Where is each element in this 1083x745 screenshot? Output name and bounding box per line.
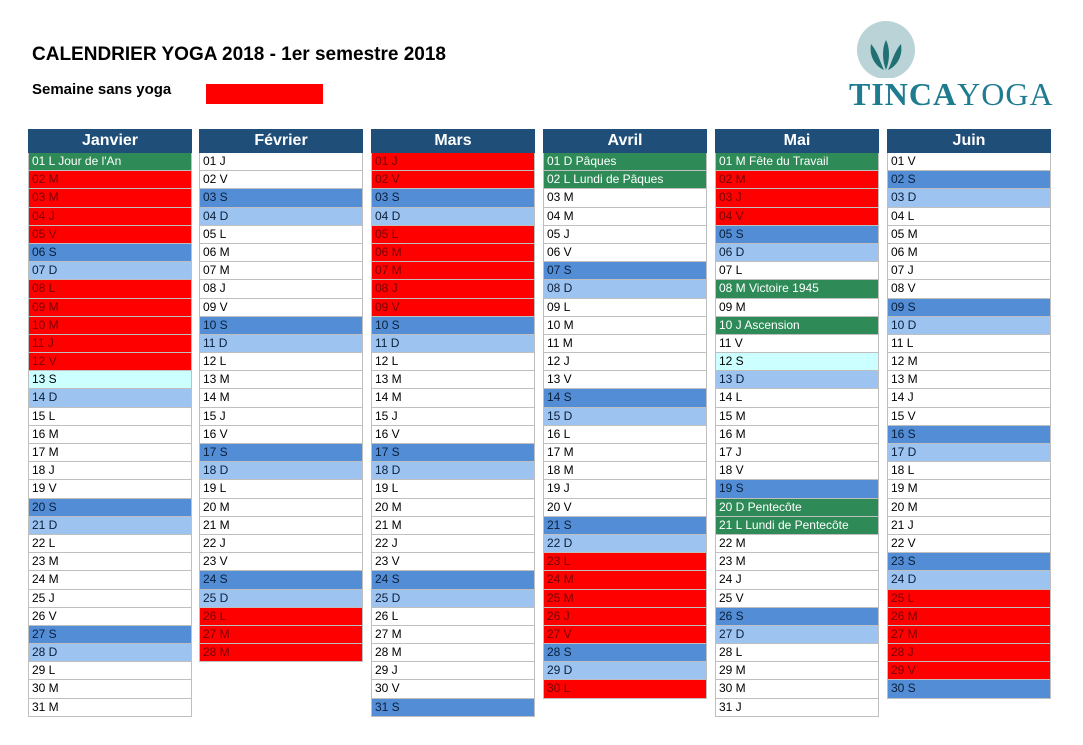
day-cell: 17 M — [28, 444, 192, 462]
day-cell: 30 V — [371, 680, 535, 698]
day-cell: 19 V — [28, 480, 192, 498]
day-cell: 17 S — [199, 444, 363, 462]
day-cell: 06 V — [543, 244, 707, 262]
day-cell: 05 L — [371, 226, 535, 244]
day-cell: 08 M Victoire 1945 — [715, 280, 879, 298]
day-cell: 20 D Pentecôte — [715, 499, 879, 517]
day-cell: 18 V — [715, 462, 879, 480]
day-cell: 13 D — [715, 371, 879, 389]
day-cell: 04 V — [715, 208, 879, 226]
day-cell: 23 L — [543, 553, 707, 571]
day-cell: 16 S — [887, 426, 1051, 444]
day-cell: 07 M — [371, 262, 535, 280]
day-cell: 10 M — [28, 317, 192, 335]
day-cell: 03 J — [715, 189, 879, 207]
day-cell: 08 V — [887, 280, 1051, 298]
day-cell: 16 V — [371, 426, 535, 444]
day-cell: 04 L — [887, 208, 1051, 226]
day-cell: 14 M — [371, 389, 535, 407]
day-cell: 26 L — [199, 608, 363, 626]
month-header: Janvier — [28, 129, 192, 153]
day-cell: 23 V — [371, 553, 535, 571]
day-cell: 11 M — [543, 335, 707, 353]
day-cell: 13 M — [371, 371, 535, 389]
day-cell: 21 M — [199, 517, 363, 535]
day-cell: 02 M — [715, 171, 879, 189]
day-cell: 17 S — [371, 444, 535, 462]
day-cell: 30 L — [543, 680, 707, 698]
month-header: Avril — [543, 129, 707, 153]
day-cell: 19 S — [715, 480, 879, 498]
day-cell: 27 S — [28, 626, 192, 644]
day-cell: 18 D — [371, 462, 535, 480]
day-cell: 13 S — [28, 371, 192, 389]
day-cell: 27 V — [543, 626, 707, 644]
day-cell: 27 M — [887, 626, 1051, 644]
day-cell: 31 J — [715, 699, 879, 717]
day-cell: 28 L — [715, 644, 879, 662]
day-cell: 02 M — [28, 171, 192, 189]
day-cell: 27 M — [199, 626, 363, 644]
day-cell: 06 M — [199, 244, 363, 262]
day-cell: 28 M — [371, 644, 535, 662]
day-cell: 12 J — [543, 353, 707, 371]
day-cell: 05 V — [28, 226, 192, 244]
day-cell: 21 M — [371, 517, 535, 535]
day-cell: 03 S — [199, 189, 363, 207]
day-cell: 25 L — [887, 590, 1051, 608]
day-cell: 20 M — [371, 499, 535, 517]
day-cell: 09 S — [887, 299, 1051, 317]
day-cell: 15 D — [543, 408, 707, 426]
month-column — [543, 129, 707, 699]
day-cell: 19 M — [887, 480, 1051, 498]
month-column — [371, 129, 535, 717]
day-cell: 29 L — [28, 662, 192, 680]
month-header: Février — [199, 129, 363, 153]
day-cell: 04 M — [543, 208, 707, 226]
page-title: CALENDRIER YOGA 2018 - 1er semestre 2018 — [32, 44, 446, 65]
day-cell: 02 L Lundi de Pâques — [543, 171, 707, 189]
day-cell: 07 D — [28, 262, 192, 280]
day-cell: 04 J — [28, 208, 192, 226]
day-cell: 07 M — [199, 262, 363, 280]
day-cell: 01 J — [371, 153, 535, 171]
day-cell: 12 L — [371, 353, 535, 371]
day-cell: 31 S — [371, 699, 535, 717]
day-cell: 07 S — [543, 262, 707, 280]
day-cell: 13 M — [887, 371, 1051, 389]
day-cell: 24 D — [887, 571, 1051, 589]
day-cell: 28 M — [199, 644, 363, 662]
month-column — [28, 129, 192, 717]
day-cell: 21 J — [887, 517, 1051, 535]
day-cell: 30 M — [28, 680, 192, 698]
month-header: Mai — [715, 129, 879, 153]
logo-text-tinca: TINCA — [849, 76, 958, 112]
logo-wordmark — [849, 76, 1055, 113]
day-cell: 06 M — [371, 244, 535, 262]
day-cell: 28 S — [543, 644, 707, 662]
day-cell: 13 V — [543, 371, 707, 389]
day-cell: 22 M — [715, 535, 879, 553]
day-cell: 23 S — [887, 553, 1051, 571]
day-cell: 15 V — [887, 408, 1051, 426]
day-cell: 18 L — [887, 462, 1051, 480]
day-cell: 15 L — [28, 408, 192, 426]
day-cell: 10 S — [199, 317, 363, 335]
day-cell: 08 J — [371, 280, 535, 298]
day-cell: 03 S — [371, 189, 535, 207]
day-cell: 27 D — [715, 626, 879, 644]
day-cell: 28 D — [28, 644, 192, 662]
day-cell: 31 M — [28, 699, 192, 717]
day-cell: 16 V — [199, 426, 363, 444]
day-cell: 11 D — [371, 335, 535, 353]
day-cell: 14 M — [199, 389, 363, 407]
lotus-icon — [849, 18, 1055, 78]
day-cell: 20 M — [199, 499, 363, 517]
day-cell: 22 J — [199, 535, 363, 553]
day-cell: 14 S — [543, 389, 707, 407]
day-cell: 29 J — [371, 662, 535, 680]
day-cell: 05 M — [887, 226, 1051, 244]
day-cell: 17 J — [715, 444, 879, 462]
day-cell: 25 V — [715, 590, 879, 608]
day-cell: 06 S — [28, 244, 192, 262]
day-cell: 21 D — [28, 517, 192, 535]
day-cell: 21 L Lundi de Pentecôte — [715, 517, 879, 535]
legend-label: Semaine sans yoga — [32, 81, 172, 98]
day-cell: 05 J — [543, 226, 707, 244]
day-cell: 22 V — [887, 535, 1051, 553]
day-cell: 23 M — [715, 553, 879, 571]
day-cell: 04 D — [199, 208, 363, 226]
day-cell: 18 M — [543, 462, 707, 480]
day-cell: 26 M — [887, 608, 1051, 626]
day-cell: 01 V — [887, 153, 1051, 171]
day-cell: 29 D — [543, 662, 707, 680]
day-cell: 30 M — [715, 680, 879, 698]
day-cell: 11 L — [887, 335, 1051, 353]
day-cell: 01 M Fête du Travail — [715, 153, 879, 171]
day-cell: 12 L — [199, 353, 363, 371]
day-cell: 17 D — [887, 444, 1051, 462]
day-cell: 03 M — [28, 189, 192, 207]
day-cell: 24 S — [371, 571, 535, 589]
day-cell: 25 D — [199, 590, 363, 608]
day-cell: 14 D — [28, 389, 192, 407]
day-cell: 16 M — [715, 426, 879, 444]
day-cell: 08 J — [199, 280, 363, 298]
day-cell: 16 L — [543, 426, 707, 444]
day-cell: 06 M — [887, 244, 1051, 262]
month-header: Mars — [371, 129, 535, 153]
day-cell: 23 M — [28, 553, 192, 571]
day-cell: 15 J — [371, 408, 535, 426]
day-cell: 21 S — [543, 517, 707, 535]
day-cell: 14 L — [715, 389, 879, 407]
day-cell: 18 J — [28, 462, 192, 480]
day-cell: 19 L — [371, 480, 535, 498]
month-column — [887, 129, 1051, 699]
day-cell: 28 J — [887, 644, 1051, 662]
day-cell: 30 S — [887, 680, 1051, 698]
day-cell: 26 L — [371, 608, 535, 626]
day-cell: 02 S — [887, 171, 1051, 189]
day-cell: 20 V — [543, 499, 707, 517]
month-column — [199, 129, 363, 662]
day-cell: 18 D — [199, 462, 363, 480]
day-cell: 25 J — [28, 590, 192, 608]
day-cell: 05 L — [199, 226, 363, 244]
day-cell: 19 J — [543, 480, 707, 498]
day-cell: 09 V — [371, 299, 535, 317]
day-cell: 06 D — [715, 244, 879, 262]
day-cell: 20 M — [887, 499, 1051, 517]
day-cell: 09 L — [543, 299, 707, 317]
day-cell: 08 D — [543, 280, 707, 298]
day-cell: 26 J — [543, 608, 707, 626]
day-cell: 14 J — [887, 389, 1051, 407]
day-cell: 10 J Ascension — [715, 317, 879, 335]
day-cell: 15 J — [199, 408, 363, 426]
day-cell: 01 L Jour de l'An — [28, 153, 192, 171]
day-cell: 01 J — [199, 153, 363, 171]
day-cell: 09 M — [28, 299, 192, 317]
tincayoga-logo — [849, 18, 1055, 110]
day-cell: 15 M — [715, 408, 879, 426]
day-cell: 24 S — [199, 571, 363, 589]
logo-text-yoga: YOGA — [957, 76, 1054, 112]
day-cell: 05 S — [715, 226, 879, 244]
day-cell: 03 M — [543, 189, 707, 207]
legend-swatch — [206, 84, 323, 104]
day-cell: 01 D Pâques — [543, 153, 707, 171]
day-cell: 10 S — [371, 317, 535, 335]
day-cell: 26 V — [28, 608, 192, 626]
day-cell: 23 V — [199, 553, 363, 571]
day-cell: 20 S — [28, 499, 192, 517]
day-cell: 16 M — [28, 426, 192, 444]
day-cell: 13 M — [199, 371, 363, 389]
day-cell: 11 J — [28, 335, 192, 353]
day-cell: 29 V — [887, 662, 1051, 680]
day-cell: 17 M — [543, 444, 707, 462]
day-cell: 11 D — [199, 335, 363, 353]
day-cell: 07 L — [715, 262, 879, 280]
day-cell: 02 V — [199, 171, 363, 189]
day-cell: 12 S — [715, 353, 879, 371]
day-cell: 08 L — [28, 280, 192, 298]
day-cell: 22 D — [543, 535, 707, 553]
day-cell: 07 J — [887, 262, 1051, 280]
day-cell: 11 V — [715, 335, 879, 353]
day-cell: 09 V — [199, 299, 363, 317]
day-cell: 19 L — [199, 480, 363, 498]
day-cell: 24 J — [715, 571, 879, 589]
month-column — [715, 129, 879, 717]
day-cell: 26 S — [715, 608, 879, 626]
day-cell: 25 D — [371, 590, 535, 608]
day-cell: 22 L — [28, 535, 192, 553]
day-cell: 22 J — [371, 535, 535, 553]
day-cell: 25 M — [543, 590, 707, 608]
day-cell: 10 D — [887, 317, 1051, 335]
day-cell: 29 M — [715, 662, 879, 680]
month-header: Juin — [887, 129, 1051, 153]
day-cell: 12 M — [887, 353, 1051, 371]
day-cell: 02 V — [371, 171, 535, 189]
day-cell: 04 D — [371, 208, 535, 226]
day-cell: 12 V — [28, 353, 192, 371]
day-cell: 27 M — [371, 626, 535, 644]
day-cell: 10 M — [543, 317, 707, 335]
day-cell: 09 M — [715, 299, 879, 317]
day-cell: 24 M — [543, 571, 707, 589]
day-cell: 24 M — [28, 571, 192, 589]
day-cell: 03 D — [887, 189, 1051, 207]
